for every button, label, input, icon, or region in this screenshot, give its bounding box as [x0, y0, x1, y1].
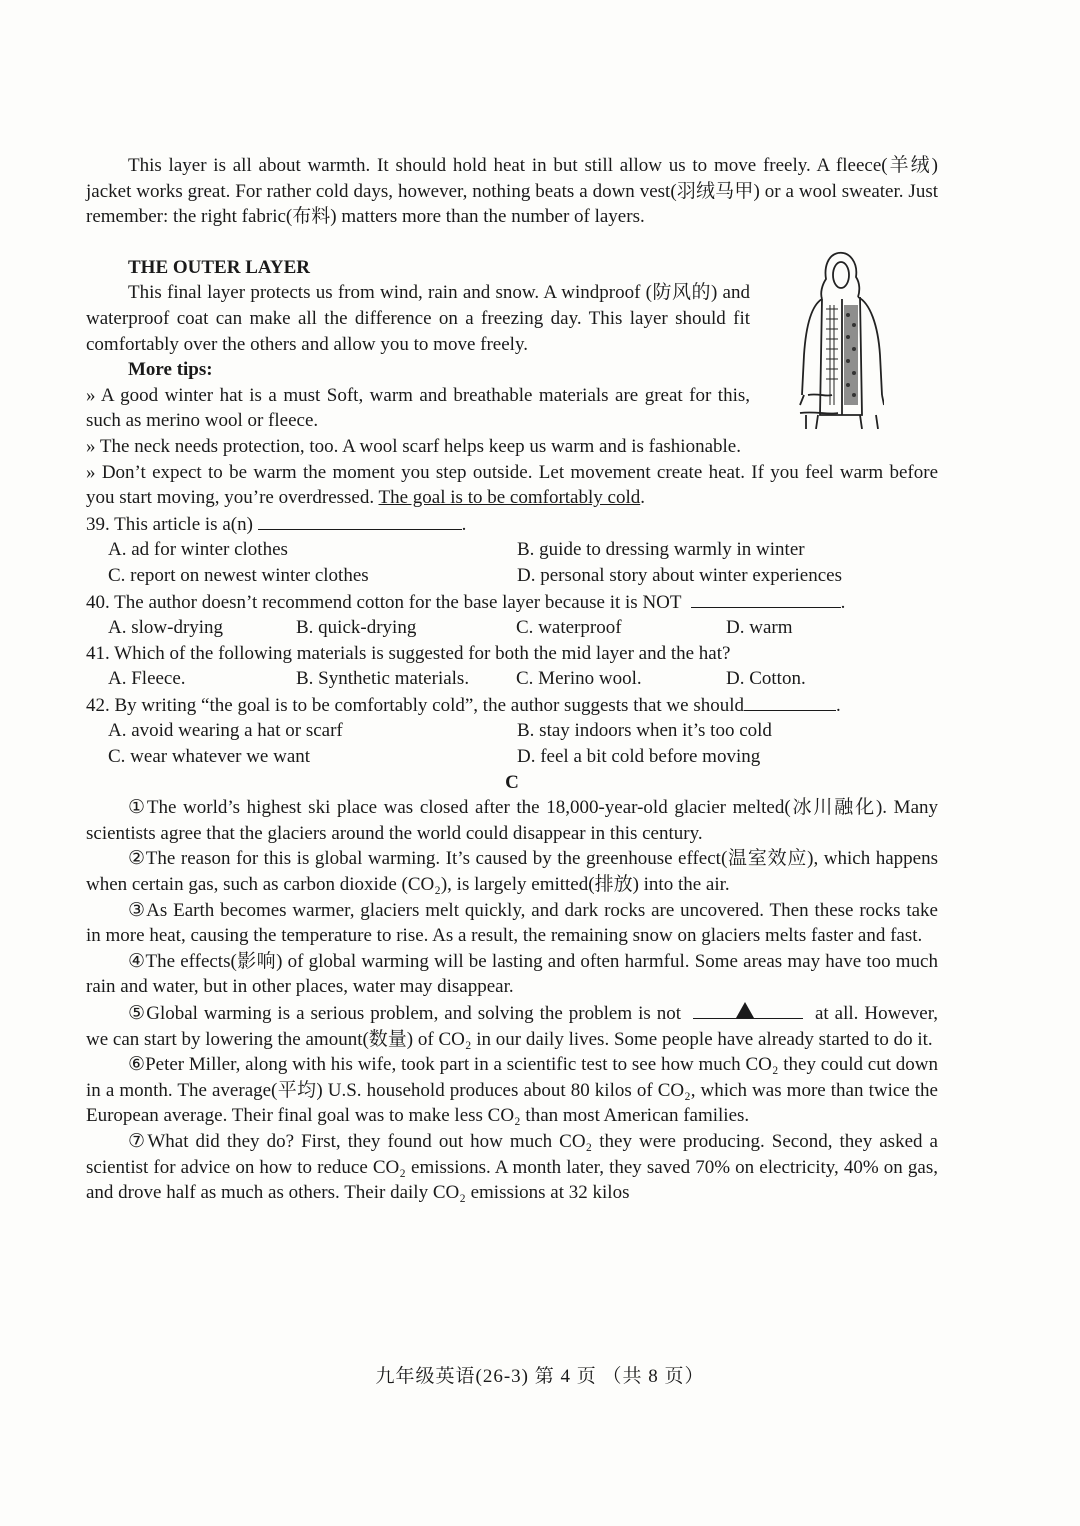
option-d: D. Cotton. — [726, 668, 806, 690]
outer-layer-heading: THE OUTER LAYER — [128, 256, 310, 278]
passage-c-paragraph-5: ⑤Global warming is a serious problem, and solving the problem is not at all. However, we can start by lowering the amount(数量) of CO₂ in our daily lives. Some people have already started to do it. — [86, 1000, 938, 1052]
option-a: A. ad for winter clothes — [108, 539, 288, 561]
question-42: 42. By writing “the goal is to be comfortably cold”, the author suggests that we should . — [86, 692, 938, 719]
option-b: B. stay indoors when it’s too cold — [517, 720, 772, 742]
more-tips-heading: More tips: — [128, 359, 213, 381]
outer-layer-paragraph: This final layer protects us from wind, rain and snow. A windproof (防风的) and waterproof coat can make all the difference on a freezing day. This layer should fit comfortably over the others and allow you to move freely. — [86, 282, 750, 355]
passage-c-label: C — [505, 771, 519, 793]
passage-c-paragraph-2: ②The reason for this is global warming. It’s caused by the greenhouse effect(温室效应), which happens when certain gas, such as carbon dioxide (CO₂), is largely emitted(排放) into the air. — [86, 848, 938, 896]
option-d: D. warm — [726, 617, 793, 639]
option-c: C. waterproof — [516, 617, 622, 639]
option-c: C. Merino wool. — [516, 668, 642, 690]
option-a: A. avoid wearing a hat or scarf — [108, 720, 343, 742]
option-b: B. Synthetic materials. — [296, 668, 470, 690]
tip-hat: » A good winter hat is a must Soft, warm and breathable materials are great for this, such as merino wool or fleece. — [86, 384, 750, 432]
page-footer: 九年级英语(26-3) 第 4 页 （共 8 页） — [375, 1366, 705, 1387]
tip-movement: » Don’t expect to be warm the moment you step outside. Let movement create heat. If you feel warm before you start moving, you’re overdressed. The goal is to be comfortably cold. — [86, 461, 938, 509]
answer-blank — [744, 692, 836, 711]
question-40-options — [86, 615, 938, 641]
passage-c-paragraph-1: ①The world’s highest ski place was closed after the 18,000-year-old glacier melted(冰川融化). Many scientists agree that the glaciers around the world could disappear in this century. — [86, 797, 938, 844]
passage-c-paragraph-6: ⑥Peter Miller, along with his wife, took part in a scientific test to see how much CO₂ they could cut down in a month. The average(平均) U.S. household produces about 80 kilos of CO₂, which was more than twice the European average. Their final goal was to make less CO₂ than most American families. — [86, 1054, 938, 1127]
answer-blank — [258, 511, 462, 530]
underlined-phrase: The goal is to be comfortably cold — [378, 487, 641, 509]
question-39: 39. This article is a(n) . — [86, 511, 938, 538]
question-39-options — [86, 537, 938, 588]
option-a: A. slow-drying — [108, 617, 224, 639]
answer-blank — [691, 589, 841, 608]
question-41-options — [86, 666, 938, 692]
passage-c-paragraph-7: ⑦What did they do? First, they found out how much CO₂ they were producing. Second, they asked a scientist for advice on how to reduce CO₂ emissions. A month later, they saved 70% on electricity, 40% on gas, and drove half as much as others. Their daily CO₂ emissions at 32 kilos — [86, 1130, 938, 1204]
question-40: 40. The author doesn’t recommend cotton for the base layer because it is NOT . — [86, 589, 938, 616]
triangle-icon — [736, 1002, 754, 1018]
passage-c-paragraph-4: ④The effects(影响) of global warming will be lasting and often harmful. Some areas may have too much rain and water, but in other places, water may disappear. — [86, 950, 938, 998]
option-d: D. feel a bit cold before moving — [517, 746, 761, 768]
question-42-options — [86, 718, 938, 769]
question-41: 41. Which of the following materials is suggested for both the mid layer and the hat? — [86, 642, 731, 664]
option-a: A. Fleece. — [108, 668, 186, 690]
winter-coat-figure-illustration — [798, 245, 884, 429]
tip-scarf: » The neck needs protection, too. A wool scarf helps keep us warm and is fashionable. — [86, 435, 741, 457]
option-b: B. guide to dressing warmly in winter — [517, 539, 805, 561]
option-c: C. wear whatever we want — [108, 746, 311, 768]
option-c: C. report on newest winter clothes — [108, 564, 369, 586]
page-content — [86, 153, 938, 1206]
option-b: B. quick-drying — [296, 617, 417, 639]
passage-c-paragraph-3: ③As Earth becomes warmer, glaciers melt quickly, and dark rocks are uncovered. Then these rocks take in more heat, causing the temperature to rise. As a result, the remaining snow on glaciers melts faster and fast. — [86, 899, 938, 947]
option-d: D. personal story about winter experiences — [517, 564, 843, 586]
triangle-blank — [693, 1000, 803, 1019]
mid-layer-paragraph: This layer is all about warmth. It should hold heat in but still allow us to move freely. A fleece(羊绒) jacket works great. For rather cold days, however, nothing beats a down vest(羽绒马甲) or a wool sweater. Just remember: the right fabric(布料) matters more than the number of layers. — [86, 155, 938, 228]
outer-layer-section — [86, 255, 938, 511]
